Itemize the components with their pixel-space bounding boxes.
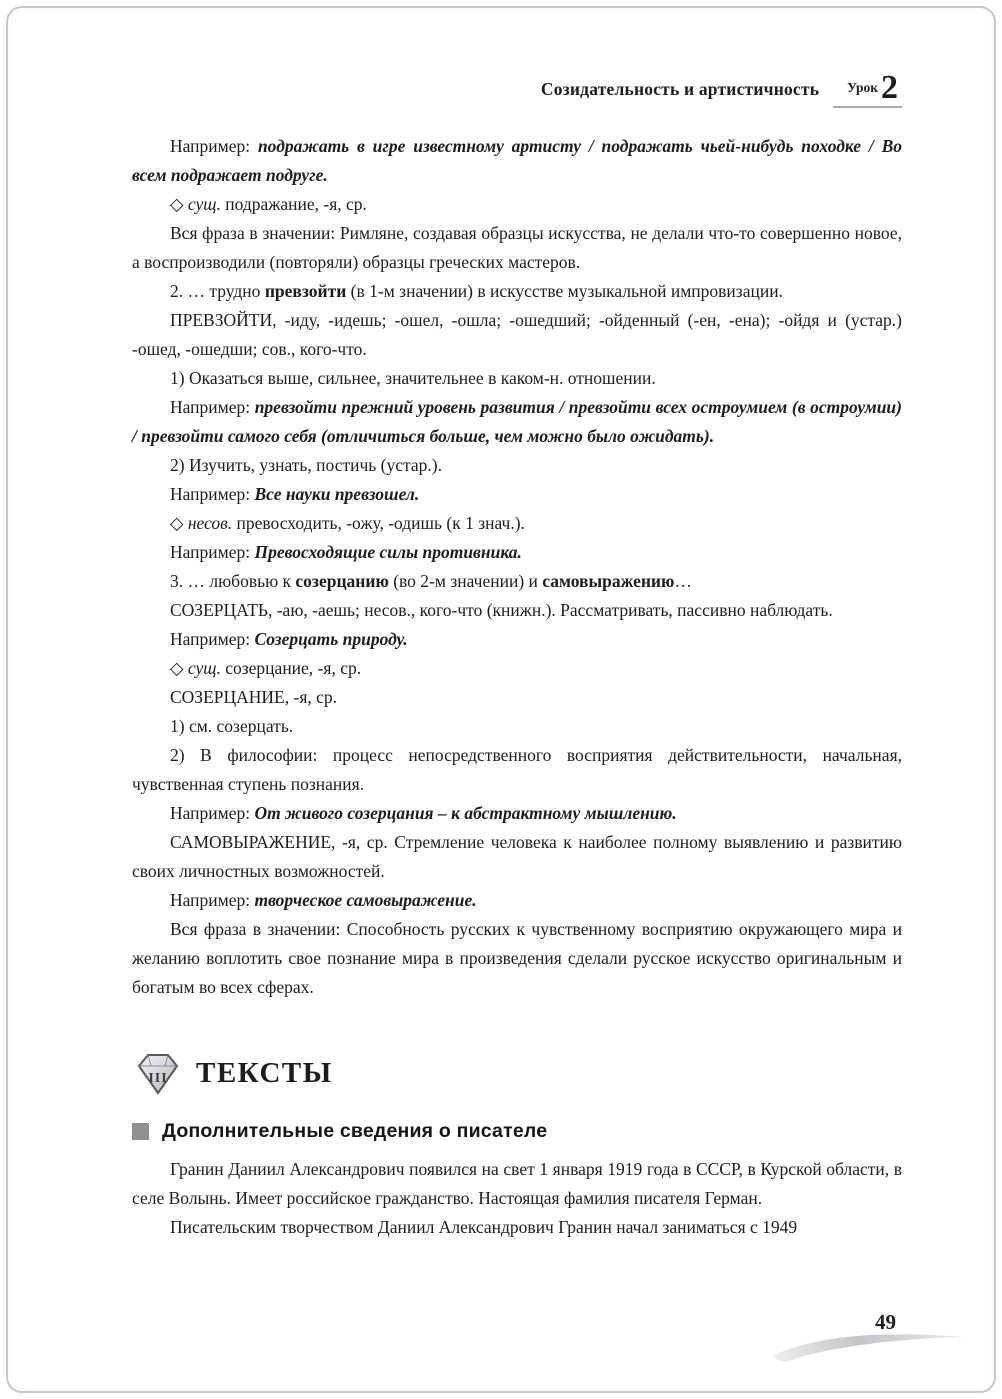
text-run: Созерцать природу. [254, 628, 408, 649]
square-bullet-icon [132, 1123, 149, 1140]
text-run: сущ. [187, 657, 221, 678]
text-run: превзойти прежний уровень развития / превзойти всех остроумием (в остроумии) / превзойти самого себя (отличиться больше, чем можно было ожидать). [132, 396, 902, 446]
text-run: творческое самовыражение. [254, 889, 477, 910]
texts-section-title: ТЕКСТЫ [196, 1057, 333, 1090]
paragraph [132, 1213, 902, 1242]
paragraph [132, 393, 902, 451]
paragraph [132, 277, 902, 306]
text-run: … [674, 570, 692, 591]
paragraph [132, 741, 902, 799]
text-run: созерцание, -я, ср. [220, 657, 362, 678]
text-run: подражать в игре известному артисту / подражать чьей-нибудь походке / Во всем подражает подруге. [132, 135, 902, 185]
paragraph [132, 219, 902, 277]
paragraph [132, 1155, 902, 1213]
text-run: ПРЕВЗОЙТИ, -иду, -идешь; -ошел, -ошла; -ошедший; -ойденный (-ен, -ена); -ойдя и (устар.) -ошед, -ошедши; сов., кого-что. [132, 309, 902, 359]
paragraph [132, 625, 902, 654]
paragraph [132, 480, 902, 509]
text-run: 2) Изучить, узнать, постичь (устар.). [170, 454, 442, 475]
text-run: ◇ [170, 512, 188, 533]
text-run: 2) В философии: процесс непосредственного восприятия действительности, начальная, чувственная ступень познания. [132, 744, 902, 794]
text-run: несов. [187, 512, 233, 533]
paragraph [132, 683, 902, 712]
text-run: превосходить, -ожу, -одишь (к 1 знач.). [232, 512, 525, 533]
text-run: От живого созерцания – к абстрактному мышлению. [254, 802, 677, 823]
paragraph [132, 364, 902, 393]
text-run: Вся фраза в значении: Способность русских к чувственному восприятию окружающего мира и желанию воплотить свое познание мира в произведения сделали русское искусство оригинальным и богатым во всех сферах. [132, 918, 902, 997]
paragraph [132, 567, 902, 596]
text-run: 2. … трудно [170, 280, 265, 301]
paragraph [132, 509, 902, 538]
text-run: Например: [170, 396, 255, 417]
dictionary-text-block [132, 132, 902, 1002]
texts-section-gem-icon [136, 1052, 180, 1096]
text-run: САМОВЫРАЖЕНИЕ, -я, ср. Стремление человека к наиболее полному выявлению и развитию своих личностных возможностей. [132, 831, 902, 881]
text-run: (в 1-м значении) в искусстве музыкальной импровизации. [346, 280, 783, 301]
paragraph [132, 596, 902, 625]
text-run: Например: [170, 541, 255, 562]
text-run: Например: [170, 628, 255, 649]
subsection-title: Дополнительные сведения о писателе [162, 1119, 548, 1142]
paragraph [132, 306, 902, 364]
text-run: Вся фраза в значении: Римляне, создавая образцы искусства, не делали что-то совершенно новое, а воспроизводили (повторяли) образцы греческих мастеров. [132, 222, 902, 272]
text-run: СОЗЕРЦАНИЕ, -я, ср. [170, 686, 338, 707]
text-run: Гранин Даниил Александрович появился на свет 1 января 1919 года в СССР, в Курской области, в селе Волынь. Имеет российское гражданство. Настоящая фамилия писателя Герман. [132, 1158, 902, 1208]
paragraph [132, 451, 902, 480]
text-run: Писательским творчеством Даниил Александрович Гранин начал заниматься с 1949 [170, 1216, 798, 1237]
text-run: Например: [170, 483, 255, 504]
text-run: ◇ [170, 657, 188, 678]
text-run: Например: [170, 135, 258, 156]
paragraph [132, 190, 902, 219]
text-run: 1) см. созерцать. [170, 715, 294, 736]
running-title: Созидательность и артистичность [540, 78, 820, 99]
text-run: самовыражению [542, 570, 675, 591]
paragraph [132, 886, 902, 915]
page-frame [6, 6, 996, 1393]
text-run: сущ. [187, 193, 221, 214]
page-header [132, 69, 902, 108]
text-run: созерцанию [295, 570, 389, 591]
paragraph [132, 828, 902, 886]
text-run: Превосходящие силы противника. [254, 541, 522, 562]
paragraph [132, 799, 902, 828]
paragraph [132, 538, 902, 567]
paragraph [132, 132, 902, 190]
subsection-header [132, 1120, 902, 1143]
lesson-badge [833, 69, 902, 108]
bio-text-block [132, 1155, 902, 1242]
text-run: превзойти [264, 280, 347, 301]
page-number: 49 [875, 1310, 896, 1334]
lesson-number: 2 [881, 69, 898, 106]
texts-section-icon-label: III [148, 1070, 168, 1086]
page-content [132, 69, 902, 1242]
text-run: Например: [170, 802, 255, 823]
text-run: (во 2-м значении) и [388, 570, 543, 591]
text-run: 1) Оказаться выше, сильнее, значительнее в каком-н. отношении. [170, 367, 656, 388]
lesson-label: Урок [847, 79, 878, 95]
text-run: Например: [170, 889, 255, 910]
text-run: СОЗЕРЦАТЬ, -аю, -аешь; несов., кого-что (книжн.). Рассматривать, пассивно наблюдать. [170, 599, 833, 620]
paragraph [132, 712, 902, 741]
text-run: ◇ [170, 193, 188, 214]
text-run: подражание, -я, ср. [220, 193, 367, 214]
text-run: Все науки превзошел. [254, 483, 420, 504]
texts-section-header [136, 1052, 902, 1096]
paragraph [132, 915, 902, 1002]
text-run: 3. … любовью к [170, 570, 296, 591]
decorative-swoosh [768, 1328, 968, 1369]
paragraph [132, 654, 902, 683]
